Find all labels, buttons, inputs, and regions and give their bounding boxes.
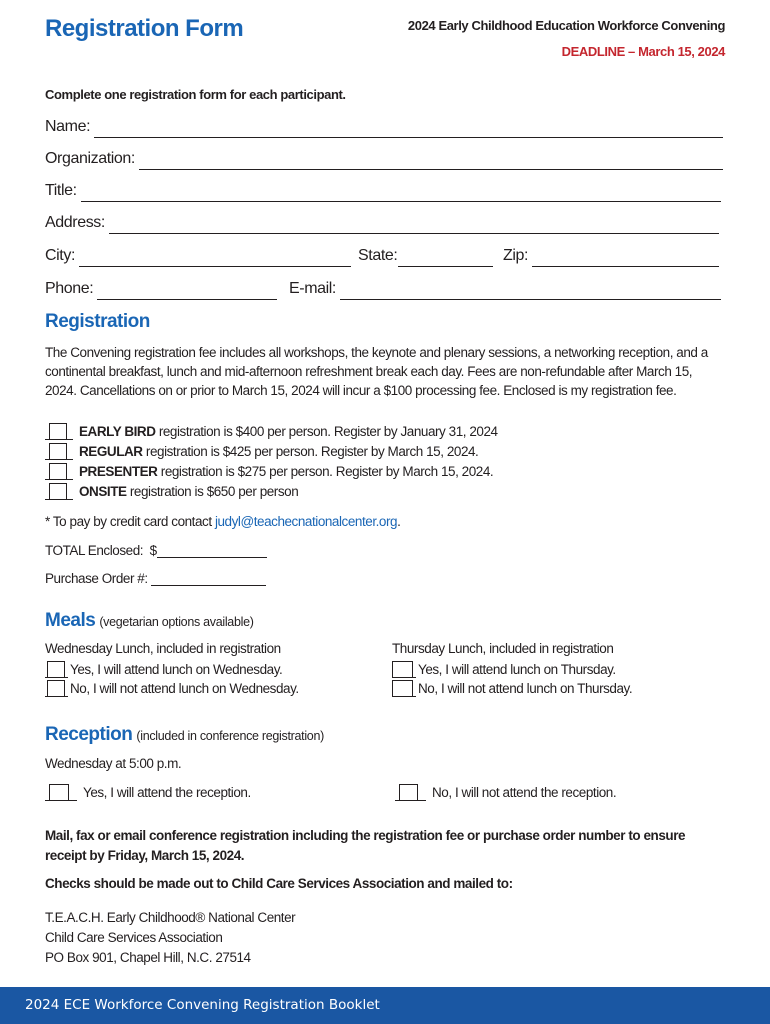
reception-no-checkbox[interactable] [395, 783, 426, 801]
city-line[interactable] [79, 252, 351, 267]
zip-field[interactable] [503, 245, 719, 267]
email-label: E-mail: [289, 280, 336, 297]
name-line[interactable] [94, 123, 723, 138]
po-line[interactable] [151, 571, 266, 586]
mail-note: Mail, fax or email conference registration including the registration fee or purchase order number to ensure receipt by Friday, March 15, 2024. [45, 828, 686, 863]
state-label: State: [358, 247, 398, 264]
total-label: TOTAL Enclosed: $ [45, 543, 157, 558]
early-bird-checkbox[interactable] [45, 422, 73, 440]
registration-description: The Convening registration fee includes all workshops, the keynote and plenary sessions, a networking reception, and a continental breakfast, lunch and mid-afternoon refreshment break each day. Fees are non-refundable after March 15, 2024. Cancellations on or prior to March 15, 2024 will incur a $100 processing fee. Enclosed is my registration fee. [45, 345, 708, 398]
address-line-3: PO Box 901, Chapel Hill, N.C. 27514 [45, 950, 251, 965]
phone-field[interactable] [45, 278, 277, 300]
wednesday-lunch-title: Wednesday Lunch, included in registration [45, 641, 281, 656]
option-presenter[interactable] [45, 461, 493, 481]
thursday-yes-checkbox[interactable] [392, 660, 416, 678]
zip-line[interactable] [532, 252, 719, 267]
purchase-order-field[interactable] [45, 571, 266, 586]
checks-note: Checks should be made out to Child Care Services Association and mailed to: [45, 876, 513, 891]
registration-heading: Registration [45, 311, 150, 332]
deadline-text: DEADLINE – March 15, 2024 [561, 44, 725, 59]
title-line[interactable] [81, 187, 721, 202]
po-label: Purchase Order #: [45, 571, 151, 586]
regular-label: REGULAR [79, 443, 143, 459]
title-field[interactable] [45, 180, 721, 202]
total-enclosed-field[interactable] [45, 543, 267, 558]
early-bird-text: registration is $400 per person. Register by January 31, 2024 [155, 423, 498, 439]
thursday-yes-text: Yes, I will attend lunch on Thursday. [418, 661, 616, 677]
option-regular[interactable] [45, 441, 478, 461]
reception-note: (included in conference registration) [136, 729, 324, 743]
wednesday-no-text: No, I will not attend lunch on Wednesday. [70, 680, 299, 696]
regular-text: registration is $425 per person. Register by March 15, 2024. [142, 443, 479, 459]
instructions: Complete one registration form for each participant. [45, 87, 346, 102]
total-line[interactable] [157, 543, 267, 558]
organization-field[interactable] [45, 148, 723, 170]
phone-label: Phone: [45, 280, 94, 297]
city-label: City: [45, 247, 76, 264]
address-line[interactable] [109, 219, 719, 234]
credit-email-link[interactable]: judyl@teachecnationalcenter.org [214, 514, 398, 529]
event-name: 2024 Early Childhood Education Workforce Convening [407, 18, 725, 33]
early-bird-label: EARLY BIRD [79, 423, 156, 439]
onsite-text: registration is $650 per person [126, 483, 299, 499]
state-line[interactable] [398, 252, 493, 267]
name-field[interactable] [45, 116, 723, 138]
meals-title: Meals [45, 610, 96, 631]
reception-time: Wednesday at 5:00 p.m. [45, 756, 182, 771]
thursday-no-text: No, I will not attend lunch on Thursday. [418, 680, 633, 696]
zip-label: Zip: [503, 247, 529, 264]
address-field[interactable] [45, 212, 719, 234]
thursday-yes-option[interactable] [392, 659, 616, 679]
organization-label: Organization: [45, 150, 135, 167]
footer-text: 2024 ECE Workforce Convening Registration Booklet [25, 997, 380, 1013]
presenter-text: registration is $275 per person. Register by March 15, 2024. [157, 463, 494, 479]
thursday-no-checkbox[interactable] [392, 679, 416, 697]
wednesday-no-option[interactable] [45, 678, 299, 698]
credit-card-note [45, 514, 400, 529]
name-label: Name: [45, 118, 91, 135]
reception-yes-checkbox[interactable] [45, 783, 77, 801]
presenter-label: PRESENTER [79, 463, 158, 479]
wednesday-yes-option[interactable] [45, 659, 282, 679]
wednesday-yes-text: Yes, I will attend lunch on Wednesday. [70, 661, 283, 677]
title-label: Title: [45, 182, 77, 199]
reception-yes-option[interactable] [45, 782, 251, 802]
option-onsite[interactable] [45, 481, 298, 501]
form-title: Registration Form [45, 15, 244, 42]
phone-line[interactable] [97, 285, 277, 300]
city-field[interactable] [45, 245, 351, 267]
wednesday-no-checkbox[interactable] [45, 679, 68, 697]
email-field[interactable] [289, 278, 721, 300]
onsite-checkbox[interactable] [45, 482, 73, 500]
email-line[interactable] [340, 285, 721, 300]
organization-line[interactable] [139, 155, 723, 170]
reception-heading [45, 724, 324, 746]
state-field[interactable] [358, 245, 493, 267]
meals-note: (vegetarian options available) [99, 615, 254, 629]
onsite-label: ONSITE [79, 483, 127, 499]
credit-note-text: * To pay by credit card contact [45, 514, 215, 529]
reception-no-option[interactable] [395, 782, 616, 802]
option-early-bird[interactable] [45, 421, 498, 441]
thursday-lunch-title: Thursday Lunch, included in registration [392, 641, 614, 656]
meals-heading [45, 610, 254, 632]
reception-yes-text: Yes, I will attend the reception. [83, 784, 251, 800]
thursday-no-option[interactable] [392, 678, 632, 698]
regular-checkbox[interactable] [45, 442, 73, 460]
reception-no-text: No, I will not attend the reception. [432, 784, 617, 800]
address-label: Address: [45, 214, 105, 231]
mailing-address [45, 908, 295, 968]
address-line-2: Child Care Services Association [45, 930, 223, 945]
footer-bar [0, 987, 770, 1024]
wednesday-yes-checkbox[interactable] [45, 660, 68, 678]
presenter-checkbox[interactable] [45, 462, 73, 480]
credit-note-end: . [397, 514, 401, 529]
address-line-1: T.E.A.C.H. Early Childhood® National Center [45, 910, 296, 925]
reception-title: Reception [45, 724, 133, 745]
